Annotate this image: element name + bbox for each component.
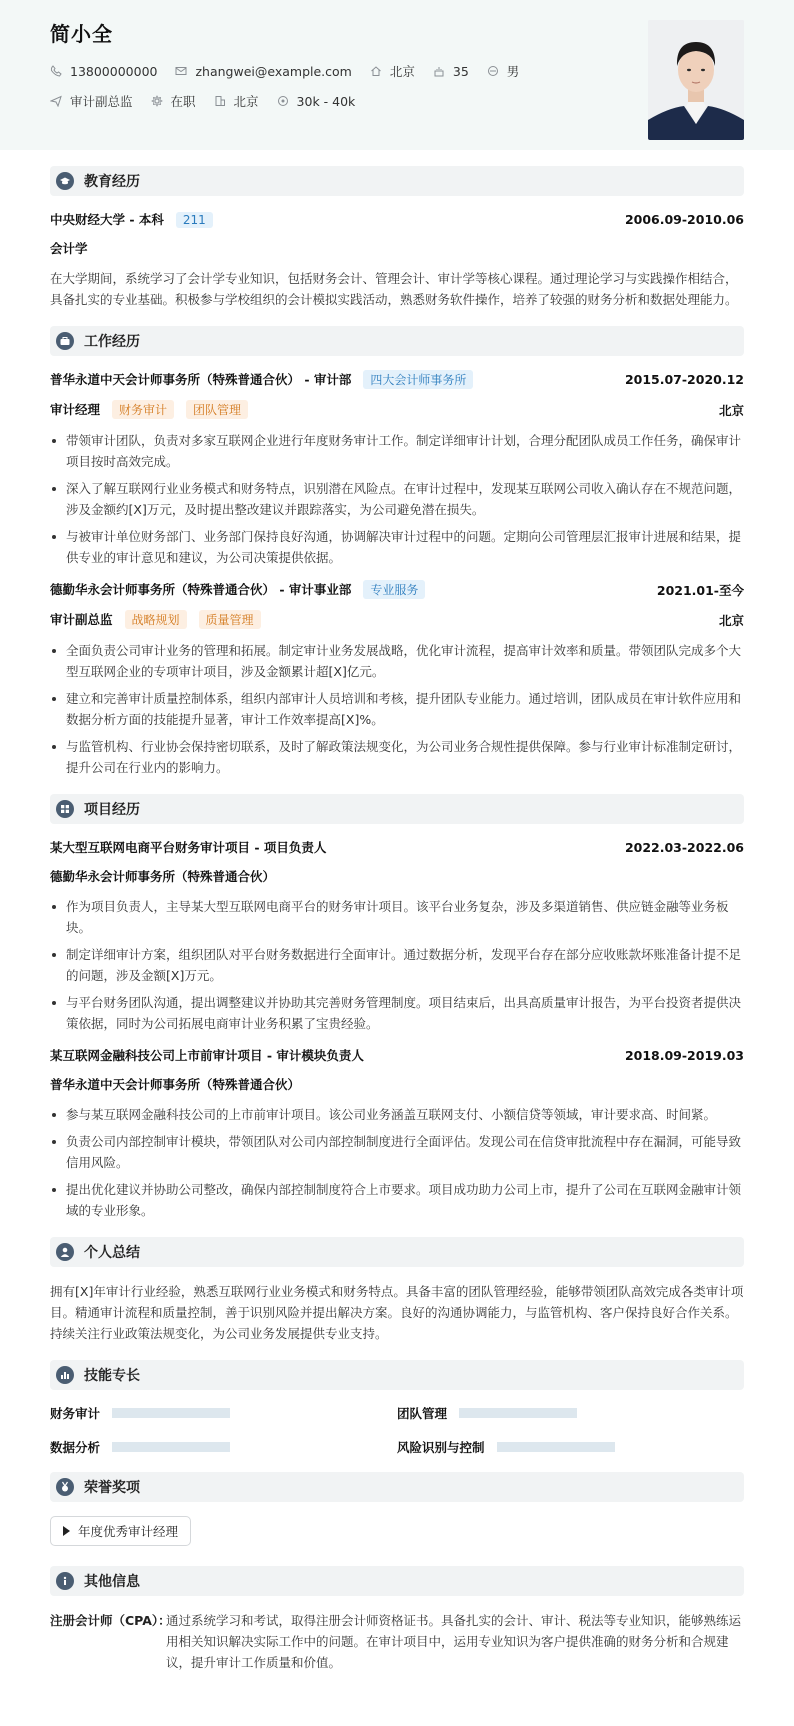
project-period: 2022.03-2022.06	[624, 839, 744, 855]
gear-icon	[151, 95, 163, 107]
contact-row	[50, 61, 744, 81]
salary-value: 30k - 40k	[296, 93, 356, 109]
info-icon	[56, 1572, 74, 1590]
resume-header	[0, 0, 794, 150]
job-company: 德勤华永会计师事务所（特殊普通合伙） - 审计事业部	[50, 582, 352, 597]
medal-icon	[56, 1478, 74, 1496]
project-bullet: 提出优化建议并协助公司整改，确保内部控制制度符合上市要求。项目成功助力公司上市，提升了公司在互联网金融审计领域的专业形象。	[50, 1179, 744, 1221]
email-item	[175, 64, 351, 79]
education-title: 教育经历	[84, 174, 140, 190]
project-header	[50, 1046, 744, 1064]
project-period: 2018.09-2019.03	[624, 1047, 744, 1063]
candidate-name: 简小全	[50, 22, 113, 46]
status-value: 在职	[170, 94, 196, 109]
projects-heading	[50, 794, 744, 824]
other-label: 注册会计师（CPA）：	[50, 1613, 171, 1628]
phone-icon	[50, 65, 62, 77]
skills-grid	[50, 1404, 744, 1456]
award-name: 年度优秀审计经理	[78, 1524, 179, 1539]
project-bullet: 负责公司内部控制审计模块，带领团队对公司内部控制制度进行全面评估。发现公司在信贷审批流程中存在漏洞，可能导致信用风险。	[50, 1131, 744, 1173]
city-value: 北京	[389, 64, 415, 79]
other-title: 其他信息	[84, 1574, 140, 1590]
project-org: 德勤华永会计师事务所（特殊普通合伙）	[50, 869, 276, 884]
project-bullets	[50, 896, 744, 1034]
education-period: 2006.09-2010.06	[624, 211, 744, 227]
job-header	[50, 370, 744, 389]
skill-item	[397, 1404, 744, 1422]
summary-text: 拥有[X]年审计行业经验，熟悉互联网行业业务模式和财务特点。具备丰富的团队管理经验，能够带领团队高效完成各类审计项目。精通审计流程和质量控制，善于识别风险并提出解决方案。良好的沟通协调能力，与监管机构、客户保持良好合作关系。持续关注行业政策法规变化，为公司业务发展提供专业支持。	[50, 1284, 744, 1341]
project-entry	[50, 1046, 744, 1221]
briefcase-icon	[56, 332, 74, 350]
skill-name: 风险识别与控制	[397, 1440, 485, 1455]
job-role: 审计副总监	[50, 612, 113, 627]
award-item[interactable]	[50, 1516, 191, 1546]
job-bullet: 全面负责公司审计业务的管理和拓展。制定审计业务发展战略，优化审计流程，提高审计效率和质量。带领团队完成多个大型互联网企业的专项审计项目，涉及金额累计超[X]亿元。	[50, 640, 744, 682]
age-value: 35	[452, 63, 469, 79]
job-skill-tag: 质量管理	[199, 610, 261, 629]
home-icon	[370, 65, 382, 77]
job-skill-tag: 团队管理	[186, 400, 248, 419]
other-item	[50, 1610, 744, 1673]
graduation-cap-icon	[56, 172, 74, 190]
skill-name: 财务审计	[50, 1406, 101, 1421]
position-value: 审计副总监	[70, 94, 133, 109]
skill-level-bar	[112, 1442, 230, 1452]
job-company-tag: 四大会计师事务所	[363, 370, 473, 389]
job-period: 2015.07-2020.12	[624, 372, 744, 387]
skill-level-bar	[112, 1408, 230, 1418]
project-name: 某互联网金融科技公司上市前审计项目 - 审计模块负责人	[50, 1048, 364, 1063]
project-bullet: 作为项目负责人，主导某大型互联网电商平台的财务审计项目。该平台业务复杂，涉及多渠道销售、供应链金融等业务板块。	[50, 896, 744, 938]
target-city-item	[214, 92, 259, 110]
other-text: 通过系统学习和考试，取得注册会计师资格证书。具备扎实的会计、审计、税法等专业知识，能够熟练运用相关知识解决实际工作中的问题。在审计项目中，运用专业知识为客户提供准确的财务分析和合规建议，提升审计工作质量和价值。	[166, 1613, 742, 1670]
user-icon	[56, 1243, 74, 1261]
gender-icon	[487, 65, 499, 77]
project-entry	[50, 838, 744, 1034]
chart-icon	[56, 1366, 74, 1384]
job-role-row	[50, 400, 744, 419]
job-header	[50, 580, 744, 599]
caret-right-icon	[63, 1526, 70, 1536]
summary-section	[0, 1237, 794, 1344]
major: 会计学	[50, 241, 88, 256]
gender-item	[487, 62, 520, 80]
skill-item	[50, 1404, 397, 1422]
other-heading	[50, 1566, 744, 1596]
job-entry	[50, 370, 744, 568]
work-title: 工作经历	[84, 334, 140, 350]
project-bullets	[50, 1104, 744, 1221]
awards-heading	[50, 1472, 744, 1502]
skill-level-bar	[497, 1442, 615, 1452]
project-bullet: 参与某互联网金融科技公司的上市前审计项目。该公司业务涵盖互联网支付、小额信贷等领域，审计要求高、时间紧。	[50, 1104, 744, 1125]
skills-heading	[50, 1360, 744, 1390]
email-value: zhangwei@example.com	[195, 63, 352, 79]
position-item	[50, 92, 133, 110]
phone-value: 13800000000	[70, 63, 158, 79]
school-name: 中央财经大学 - 本科	[50, 212, 164, 227]
project-org: 普华永道中天会计师事务所（特殊普通合伙）	[50, 1077, 301, 1092]
grid-icon	[56, 800, 74, 818]
building-icon	[214, 95, 226, 107]
skill-item	[397, 1438, 744, 1456]
skills-section	[0, 1360, 794, 1456]
skill-name: 团队管理	[397, 1406, 448, 1421]
job-role: 审计经理	[50, 402, 101, 417]
skill-level-bar	[459, 1408, 577, 1418]
project-bullet: 与平台财务团队沟通，提出调整建议并协助其完善财务管理制度。项目结束后，出具高质量审计报告，为平台投资者提供决策依据，同时为公司拓展电商审计业务积累了宝贵经验。	[50, 992, 744, 1034]
education-row	[50, 210, 744, 228]
work-heading	[50, 326, 744, 356]
cake-icon	[433, 65, 445, 77]
education-section	[0, 166, 794, 310]
skill-item	[50, 1438, 397, 1456]
target-city-value: 北京	[233, 94, 259, 109]
project-header	[50, 838, 744, 856]
gender-value: 男	[506, 64, 520, 79]
phone-item	[50, 64, 157, 79]
job-bullets	[50, 640, 744, 778]
job-bullet: 深入了解互联网行业业务模式和财务特点，识别潜在风险点。在审计过程中，发现某互联网公司收入确认存在不规范问题，涉及金额约[X]万元，及时提出整改建议并跟踪落实，为公司避免潜在损失。	[50, 478, 744, 520]
education-desc: 在大学期间，系统学习了会计学专业知识，包括财务会计、管理会计、审计学等核心课程。通过理论学习与实践操作相结合，具备扎实的专业基础。积极参与学校组织的会计模拟实践活动，熟悉财务软件操作，培养了较强的财务分析和数据处理能力。	[50, 271, 738, 307]
mail-icon	[175, 65, 187, 77]
status-item	[151, 92, 196, 110]
job-city: 北京	[718, 612, 744, 628]
salary-item	[277, 94, 356, 109]
job-skill-tag: 战略规划	[125, 610, 187, 629]
job-skill-tag: 财务审计	[112, 400, 174, 419]
job-bullet: 与被审计单位财务部门、业务部门保持良好沟通，协调解决审计过程中的问题。定期向公司管理层汇报审计进展和结果，提供专业的审计意见和建议，为公司决策提供依据。	[50, 526, 744, 568]
work-section	[0, 326, 794, 778]
job-entry	[50, 580, 744, 778]
job-bullet: 带领审计团队，负责对多家互联网企业进行年度财务审计工作。制定详细审计计划，合理分配团队成员工作任务，确保审计项目按时高效完成。	[50, 430, 744, 472]
projects-section	[0, 794, 794, 1221]
send-icon	[50, 95, 62, 107]
money-icon	[277, 95, 289, 107]
job-bullet: 与监管机构、行业协会保持密切联系，及时了解政策法规变化，为公司业务合规性提供保障。参与行业审计标准制定研讨，提升公司在行业内的影响力。	[50, 736, 744, 778]
skill-name: 数据分析	[50, 1440, 101, 1455]
city-item	[370, 62, 415, 80]
age-item	[433, 64, 469, 79]
job-company-tag: 专业服务	[363, 580, 425, 599]
summary-heading	[50, 1237, 744, 1267]
summary-title: 个人总结	[84, 1245, 140, 1261]
awards-title: 荣誉奖项	[84, 1480, 140, 1496]
awards-section	[0, 1472, 794, 1550]
projects-title: 项目经历	[84, 802, 140, 818]
job-role-row	[50, 610, 744, 629]
job-bullets	[50, 430, 744, 568]
project-name: 某大型互联网电商平台财务审计项目 - 项目负责人	[50, 840, 327, 855]
skills-title: 技能专长	[84, 1368, 140, 1384]
profile-photo	[648, 20, 744, 140]
education-heading	[50, 166, 744, 196]
job-city: 北京	[718, 402, 744, 418]
project-bullet: 制定详细审计方案，组织团队对平台财务数据进行全面审计。通过数据分析，发现平台存在部分应收账款坏账准备计提不足的问题，涉及金额[X]万元。	[50, 944, 744, 986]
job-company: 普华永道中天会计师事务所（特殊普通合伙） - 审计部	[50, 372, 352, 387]
job-intent-row	[50, 91, 744, 111]
other-section	[0, 1566, 794, 1673]
school-tag: 211	[176, 212, 213, 228]
job-bullet: 建立和完善审计质量控制体系，组织内部审计人员培训和考核，提升团队专业能力。通过培训，团队成员在审计软件应用和数据分析方面的技能提升显著，审计工作效率提高[X]%。	[50, 688, 744, 730]
job-period: 2021.01-至今	[656, 582, 744, 598]
